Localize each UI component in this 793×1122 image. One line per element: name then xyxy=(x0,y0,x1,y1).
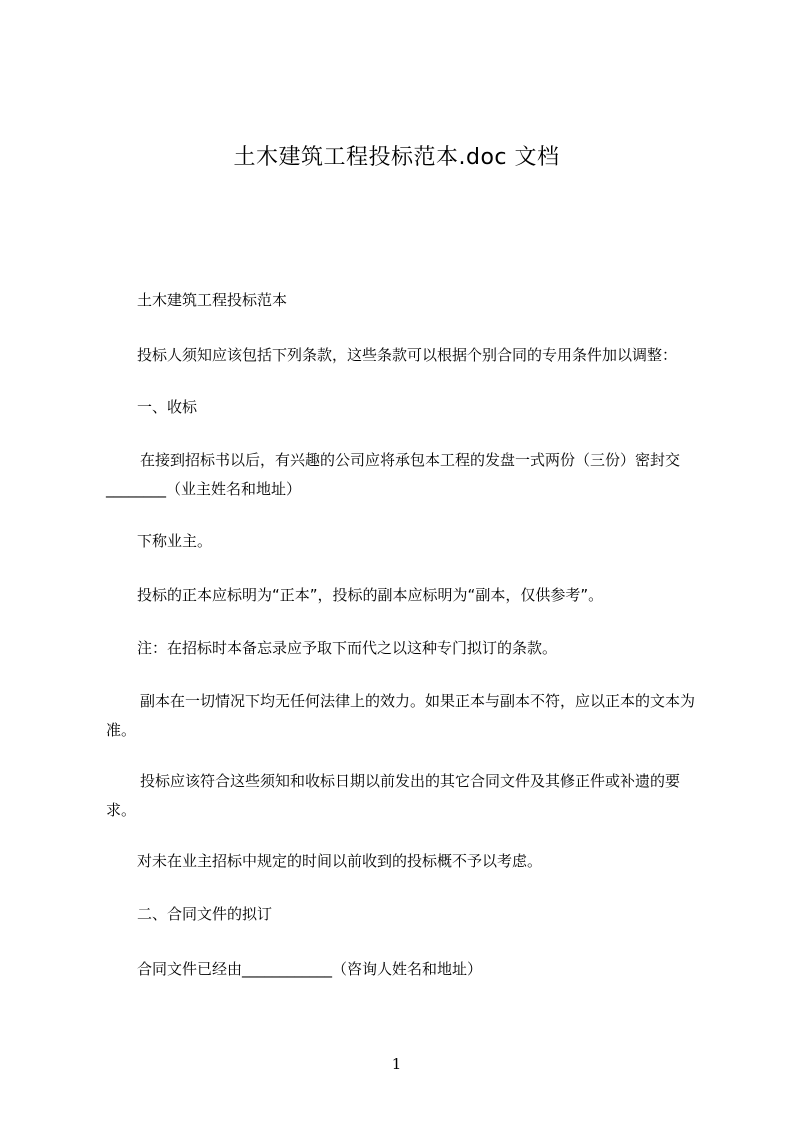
section-heading-contract-docs: 二、合同文件的拟订 xyxy=(137,905,273,923)
paragraph-late-bids: 对未在业主招标中规定的时间以前收到的投标概不予以考虑。 xyxy=(137,852,543,870)
paragraph-receipt: 在接到招标书以后，有兴趣的公司应将承包本工程的发盘一式两份（三份）密封交________（业主姓名和地址） xyxy=(106,451,681,498)
paragraph-owner: 下称业主。 xyxy=(137,532,213,550)
paragraph-original-copy: 投标的正本应标明为“正本”，投标的副本应标明为“副本，仅供参考”。 xyxy=(137,586,604,604)
section-heading-receipt: 一、收标 xyxy=(137,398,198,416)
paragraph-contract-docs: 合同文件已经由____________（咨询人姓名和地址） xyxy=(137,960,483,978)
paragraph-copy-validity: 副本在一切情况下均无任何法律上的效力。如果正本与副本不符，应以正本的文本为准。 xyxy=(106,692,696,739)
page-number: 1 xyxy=(391,1055,402,1073)
paragraph-compliance: 投标应该符合这些须知和收标日期以前发出的其它合同文件及其修正件或补遗的要求。 xyxy=(106,772,681,819)
paragraph-heading: 土木建筑工程投标范本 xyxy=(137,291,288,309)
paragraph-intro: 投标人须知应该包括下列条款，这些条款可以根据个别合同的专用条件加以调整： xyxy=(137,346,678,364)
paragraph-note: 注：在招标时本备忘录应予取下而代之以这种专门拟订的条款。 xyxy=(137,639,558,657)
document-title: 土木建筑工程投标范本.doc 文档 xyxy=(233,145,560,170)
